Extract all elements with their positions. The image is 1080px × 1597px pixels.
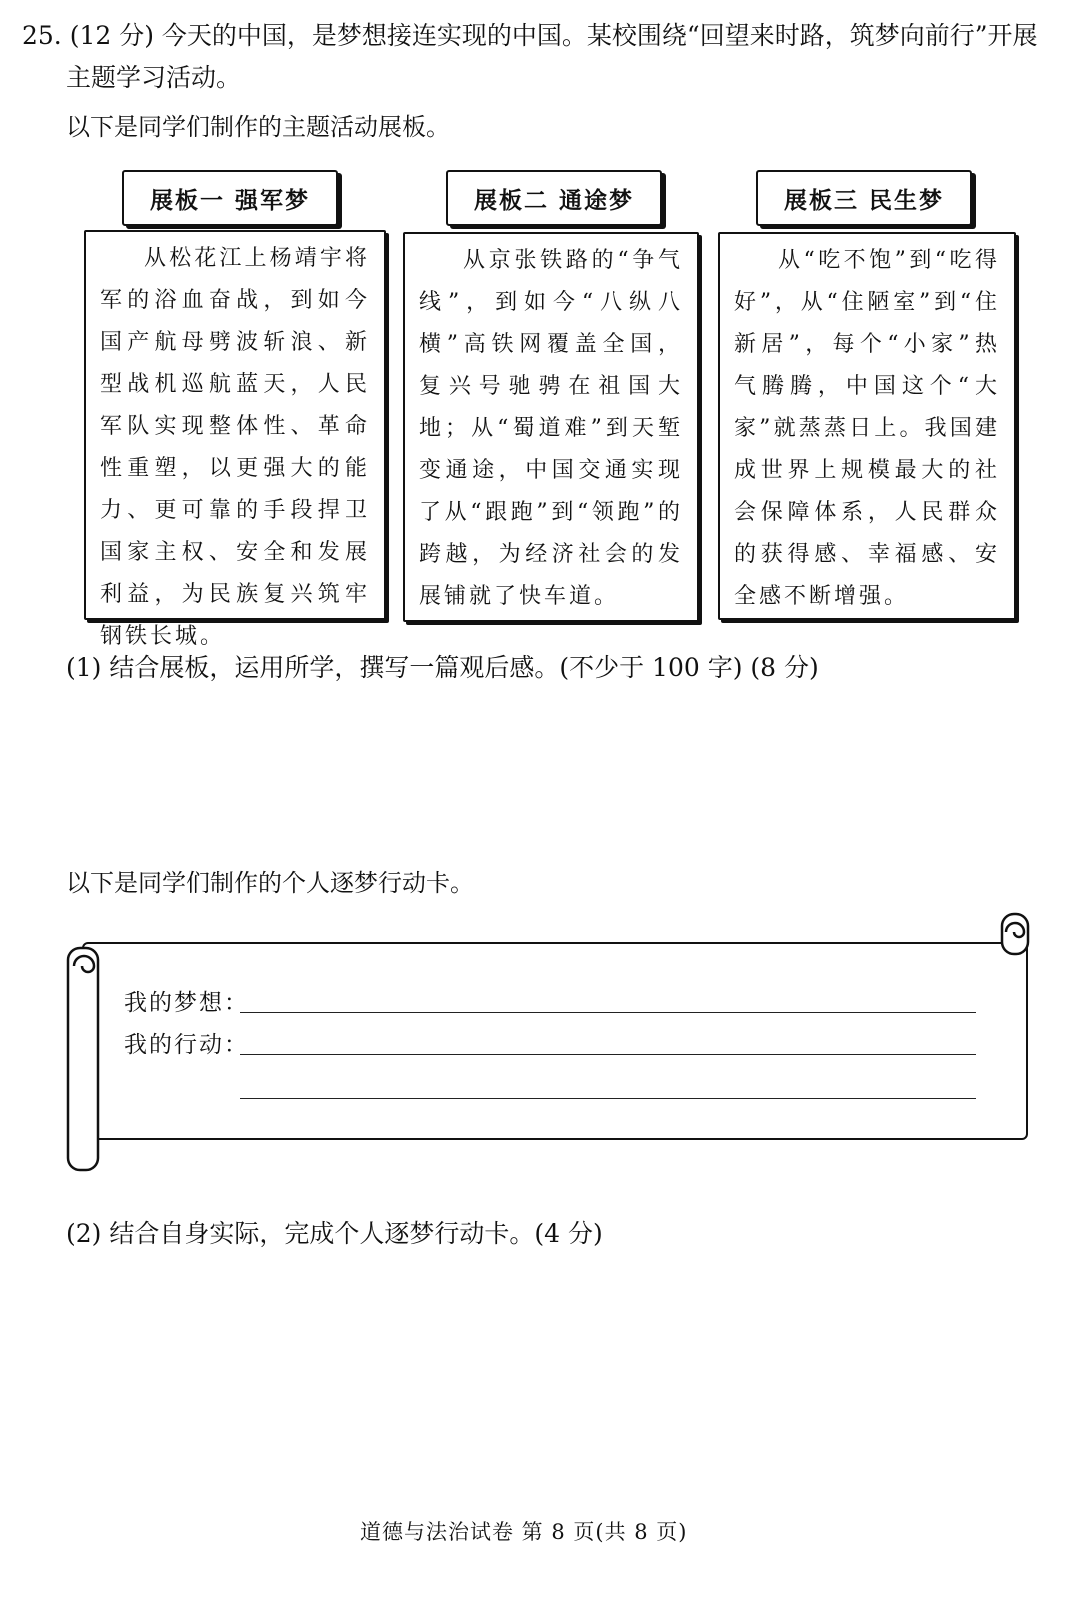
dream-line[interactable]: [240, 1012, 976, 1013]
sub-question-2: (2) 结合自身实际，完成个人逐梦行动卡。(4 分): [66, 1219, 603, 1248]
question-stem-line-1: 25. (12 分) 今天的中国，是梦想接连实现的中国。某校围绕“回望来时路，筑梦向前行”开展: [22, 21, 1038, 50]
board-2-title: 展板二 通途梦: [446, 170, 662, 226]
board-1-text: 从松花江上杨靖宇将军的浴血奋战，到如今国产航母劈波斩浪、新型战机巡航蓝天，人民军队实现整体性、革命性重塑，以更强大的能力、更可靠的手段捍卫国家主权、安全和发展利益，为民族复兴筑牢钢铁长城。: [100, 246, 370, 649]
boards-intro: 以下是同学们制作的主题活动展板。: [66, 113, 450, 141]
answer-area-2[interactable]: [66, 1266, 1026, 1486]
card-intro: 以下是同学们制作的个人逐梦行动卡。: [66, 869, 474, 897]
board-1-title: 展板一 强军梦: [122, 170, 338, 226]
board-3-title: 展板三 民生梦: [756, 170, 972, 226]
action-label: 我的行动：: [124, 1032, 249, 1058]
question-stem-line-2: 主题学习活动。: [66, 63, 242, 92]
board-3-text: 从“吃不饱”到“吃得好”，从“住陋室”到“住新居”，每个“小家”热气腾腾，中国这个“大家”就蒸蒸日上。我国建成世界上规模最大的社会保障体系，人民群众的获得感、幸福感、安全感不断增强。: [734, 248, 1000, 609]
sub-question-1: (1) 结合展板，运用所学，撰写一篇观后感。(不少于 100 字) (8 分): [66, 653, 819, 682]
board-2-text: 从京张铁路的“争气线”，到如今“八纵八横”高铁网覆盖全国，复兴号驰骋在祖国大地；从“蜀道难”到天堑变通途，中国交通实现了从“跟跑”到“领跑”的跨越，为经济社会的发展铺就了快车道。: [419, 248, 683, 609]
page-footer: 道德与法治试卷 第 8 页(共 8 页): [360, 1520, 688, 1544]
dream-label: 我的梦想：: [124, 990, 249, 1016]
action-line-2[interactable]: [240, 1098, 976, 1099]
action-line-1[interactable]: [240, 1054, 976, 1055]
